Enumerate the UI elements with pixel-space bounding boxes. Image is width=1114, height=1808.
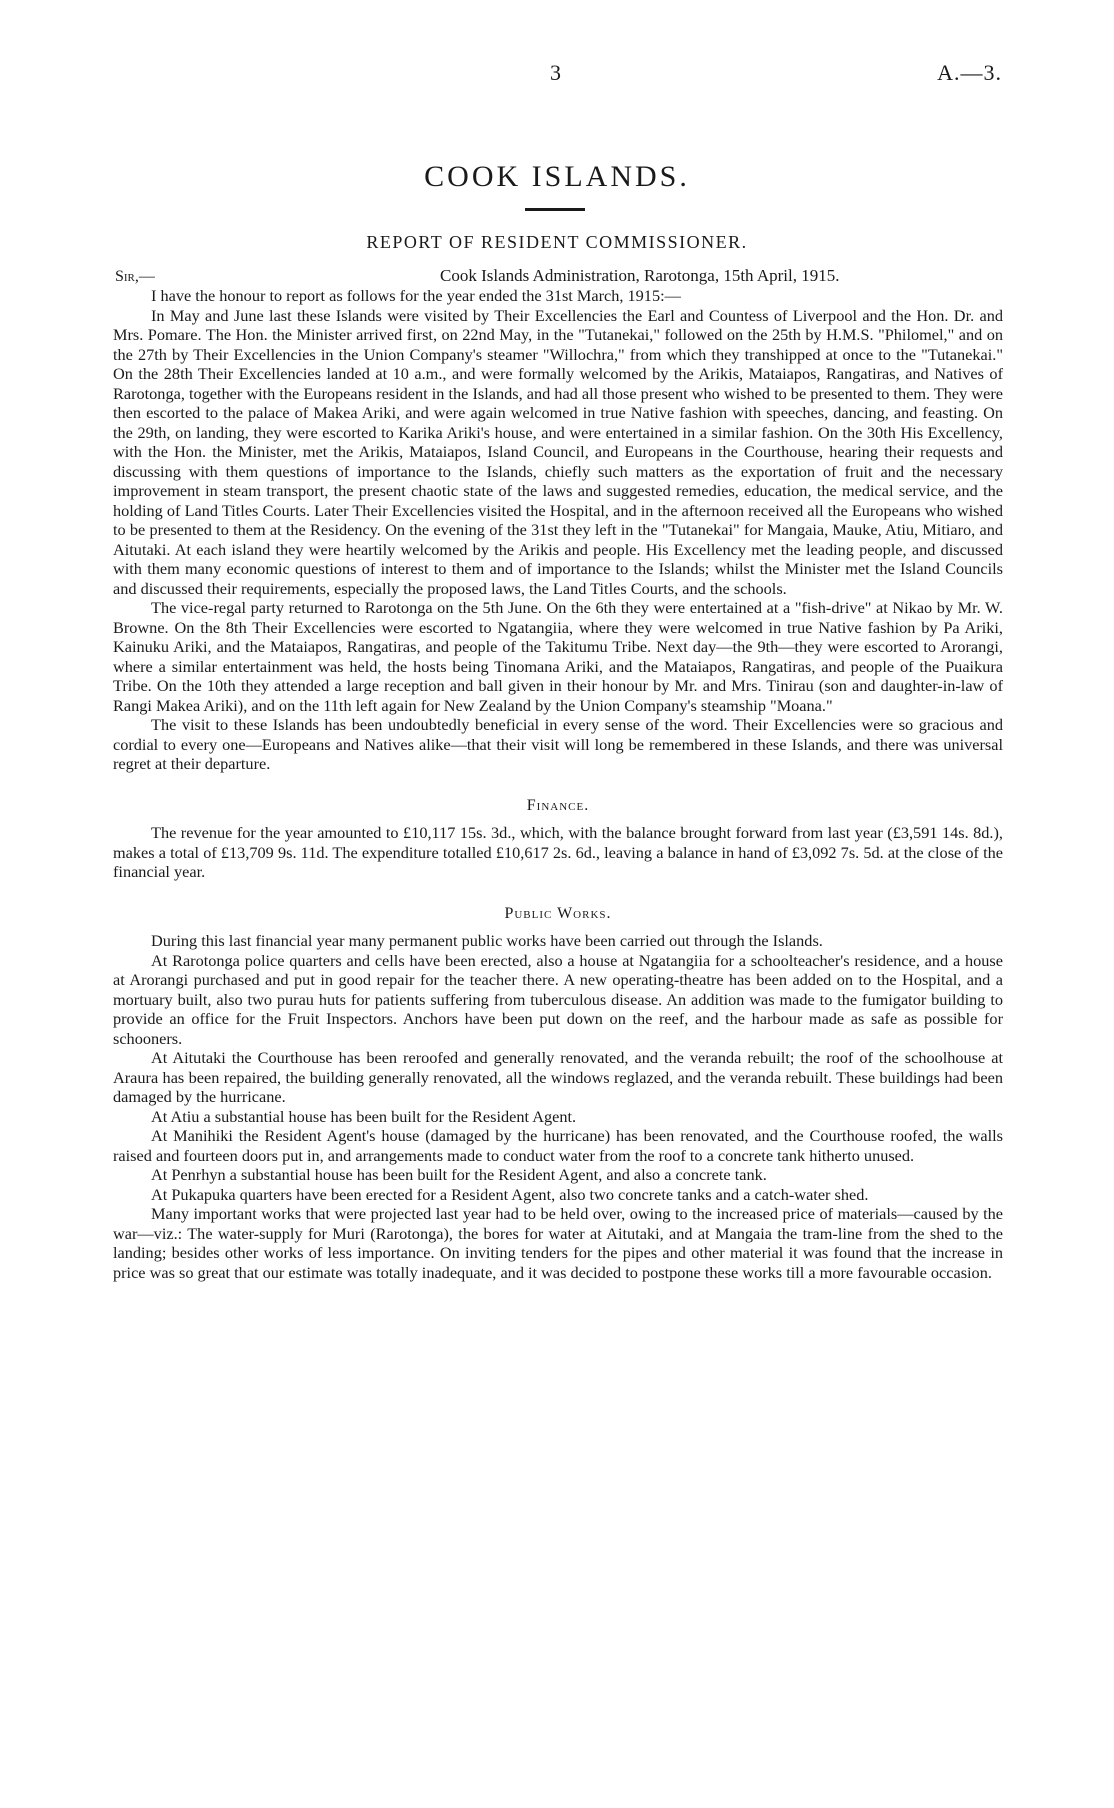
page-title: COOK ISLANDS.: [424, 160, 690, 193]
paragraph: At Rarotonga police quarters and cells have been erected, also a house at Ngatangiia for a schoolteacher's residence, and a house at Arorangi purchased and put in good repair for the teacher there. A new operating-theatre has been added on to the Hospital, and a mortuary built, also two purau huts for patients suffering from tuberculous disease. An addition was made to the fumigator building to provide an office for the Fruit Inspectors. Anchors have been put down on the reef, and the harbour made as safe as possible for schooners.: [113, 950, 1003, 1048]
paragraph: Many important works that were projected last year had to be held over, owing to the increased price of materials—caused by the war—viz.: The water-supply for Muri (Rarotonga), the bores for water at Aitutaki, and at Mangaia the tram-line from the shed to the landing; besides other works of less importance. On inviting tenders for the pipes and other material it was found that the increase in price was so great that our estimate was totally inadequate, and it was decided to postpone these works till a more favourable occasion.: [113, 1204, 1003, 1282]
paragraph: At Manihiki the Resident Agent's house (damaged by the hurricane) has been renovated, and the Courthouse roofed, the walls raised and fourteen doors put in, and arrangements made to conduct water from the roof to a concrete tank hitherto unused.: [113, 1126, 1003, 1165]
intro-section: [113, 286, 1003, 774]
paragraph: At Pukapuka quarters have been erected for a Resident Agent, also two concrete tanks and a catch-water shed.: [151, 1184, 869, 1204]
paragraph: At Atiu a substantial house has been built for the Resident Agent.: [151, 1106, 577, 1126]
section-heading: Public Works.: [504, 904, 612, 922]
title-rule: [525, 208, 585, 211]
finance-section: [113, 796, 1003, 882]
report-subtitle: REPORT OF RESIDENT COMMISSIONER.: [366, 232, 748, 252]
paragraph: I have the honour to report as follows for the year ended the 31st March, 1915:—: [151, 286, 681, 305]
paragraph: The vice-regal party returned to Rarotonga on the 5th June. On the 6th they were entertained at a "fish-drive" at Nikao by Mr. W. Browne. On the 8th Their Excellencies were escorted to Ngatangiia, where they were welcomed in true Native fashion by Pa Ariki, Kainuku Ariki, and the Mataiapos, Rangatiras, and people of the Takitumu Tribe. Next day—the 9th—they were escorted to Arorangi, where a similar entertainment was held, the hosts being Tinomana Ariki, and the Mataiapos, Rangatiras, and people of the Puaikura Tribe. On the 10th they attended a large reception and ball given in their honour by Mr. and Mrs. Tinirau (son and daughter-in-law of Rangi Makea Ariki), and on the 11th left again for New Zealand by the Union Company's steamship "Moana.": [113, 598, 1003, 715]
page-number: 3: [550, 60, 561, 85]
salutation: Sir,—: [115, 268, 155, 285]
report-body: [113, 286, 1003, 1282]
dateline: Cook Islands Administration, Rarotonga, 15th April, 1915.: [440, 266, 840, 285]
paragraph: The visit to these Islands has been undoubtedly beneficial in every sense of the word. Their Excellencies were so gracious and cordial to every one—Europeans and Natives alike—that their visit will long be remembered in these Islands, and there was universal regret at their departure.: [113, 715, 1003, 773]
paragraph: The revenue for the year amounted to £10,117 15s. 3d., which, with the balance brought forward from last year (£3,591 14s. 8d.), makes a total of £13,709 9s. 11d. The expenditure totalled £10,617 2s. 6d., leaving a balance in hand of £3,092 7s. 5d. at the close of the financial year.: [113, 823, 1003, 881]
paragraph: In May and June last these Islands were visited by Their Excellencies the Earl and Countess of Liverpool and the Hon. Dr. and Mrs. Pomare. The Hon. the Minister arrived first, on 22nd May, in the "Tutanekai," followed on the 25th by H.M.S. "Philomel," and on the 27th by Their Excellencies in the Union Company's steamer "Willochra," from which they transhipped at once to the "Tutanekai." On the 28th Their Excellencies landed at 10 a.m., and were formally welcomed by the Arikis, Mataiapos, Rangatiras, and Natives of Rarotonga, together with the Europeans resident in the Islands, and had all those present who wished to be presented to them. They were then escorted to the palace of Makea Ariki, and were again welcomed in true Native fashion with speeches, dancing, and feasting. On the 29th, on landing, they were escorted to Karika Ariki's house, and were entertained in a similar fashion. On the 30th His Excellency, with the Hon. the Minister, met the Arikis, Mataiapos, Island Council, and Europeans in the Courthouse, hearing their requests and discussing with them questions of importance to the Islands, chiefly such matters as the exportation of fruit and the necessary improvement in steam transport, the present chaotic state of the laws and suggested remedies, education, the medical service, and the holding of Land Titles Courts. Later Their Excellencies visited the Hospital, and in the afternoon received all the Europeans who wished to be presented to them at the Residency. On the evening of the 31st they left in the "Tutanekai" for Mangaia, Mauke, Atiu, Mitiaro, and Aitutaki. At each island they were heartily welcomed by the Arikis and people. His Excellency met the leading people, and discussed with them many economic questions of interest to them and of importance to the Islands; whilst the Minister met the Island Councils and discussed their requirements, especially the proposed laws, the Land Titles Courts, and the schools.: [113, 305, 1003, 598]
public-works-section: [113, 904, 1003, 1283]
paragraph: At Penrhyn a substantial house has been built for the Resident Agent, and also a concrete tank.: [151, 1165, 767, 1184]
section-heading: Finance.: [526, 796, 590, 814]
paragraph: At Aitutaki the Courthouse has been reroofed and generally renovated, and the veranda rebuilt; the roof of the schoolhouse at Araura has been repaired, the building generally renovated, all the windows reglazed, and the veranda rebuilt. These buildings had been damaged by the hurricane.: [113, 1048, 1003, 1106]
paragraph: During this last financial year many permanent public works have been carried out through the Islands.: [151, 931, 823, 950]
document-reference: A.—3.: [937, 60, 1002, 85]
